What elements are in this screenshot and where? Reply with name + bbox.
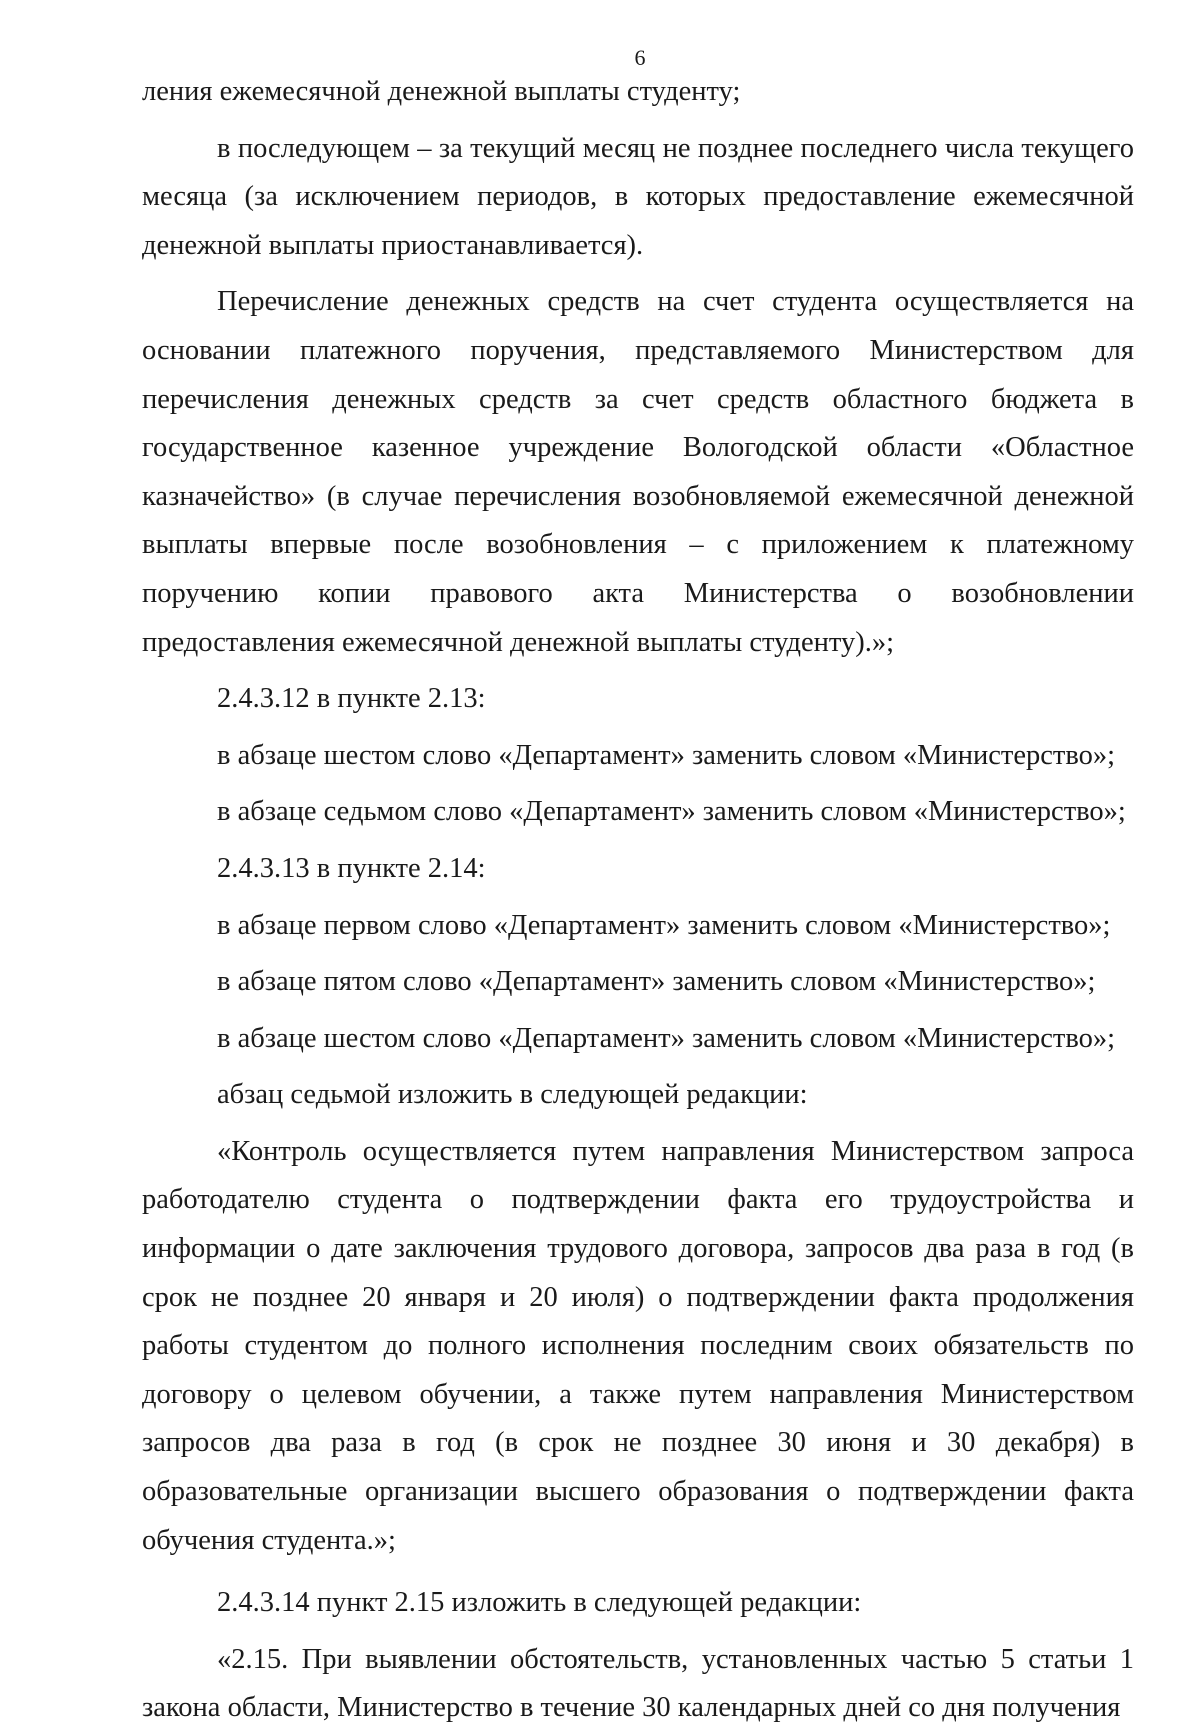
amendment-line: в абзаце первом слово «Департамент» заменить словом «Министерство»; (217, 909, 1111, 941)
paragraph-subsequent-payment: в последующем – за текущий месяц не позднее последнего числа текущего месяца (за исключением периодов, в которых предоставление ежемесячной денежной выплаты приостанавливается). (142, 132, 1134, 261)
paragraph-control-text: «Контроль осуществляется путем направления Министерством запроса работодателю студента о подтверждении факта его трудоустройства и информации о дате заключения трудового договора, запросов два раза в год (в срок не позднее 20 января и 20 июля) о подтверждении факта продолжения работы студентом до полного исполнения последним своих обязательств по договору о целевом обучении, а также путем направления Министерством запросов два раза в год (в срок не позднее 30 июня и 30 декабря) в образовательные организации высшего образования о подтверждении факта обучения студента.»; (142, 1135, 1134, 1556)
paragraph-transfer-of-funds: Перечисление денежных средств на счет студента осуществляется на основании платежного поручения, представляемого Министерством для перечисления денежных средств за счет средств областного бюджета в государственное казенное учреждение Вологодской области «Областное казначейство» (в случае перечисления возобновляемой ежемесячной денежной выплаты впервые после возобновления – с приложением к платежному поручению копии правового акта Министерства о возобновлении предоставления ежемесячной денежной выплаты студенту).»; (142, 286, 1134, 658)
page-number: 6 (634, 45, 646, 70)
document-body (142, 68, 1134, 1733)
clause-2-4-3-12: 2.4.3.12 в пункте 2.13: (217, 683, 486, 715)
amendment-line: абзац седьмой изложить в следующей редакции: (217, 1079, 808, 1111)
amendment-line: в абзаце шестом слово «Департамент» заменить словом «Министерство»; (217, 1022, 1116, 1054)
amendment-line: в абзаце пятом слово «Департамент» заменить словом «Министерство»; (217, 966, 1096, 998)
clause-2-4-3-13: 2.4.3.13 в пункте 2.14: (217, 852, 486, 884)
amendment-line: в абзаце седьмом слово «Департамент» заменить словом «Министерство»; (217, 796, 1126, 828)
paragraph-continuation: ления ежемесячной денежной выплаты студенту; (142, 76, 741, 107)
paragraph-2-15-text: «2.15. При выявлении обстоятельств, установленных частью 5 статьи 1 закона области, Министерство в течение 30 календарных дней со дня получения (142, 1643, 1134, 1724)
amendment-line: в абзаце шестом слово «Департамент» заменить словом «Министерство»; (217, 739, 1116, 771)
clause-2-4-3-14: 2.4.3.14 пункт 2.15 изложить в следующей редакции: (217, 1587, 862, 1619)
